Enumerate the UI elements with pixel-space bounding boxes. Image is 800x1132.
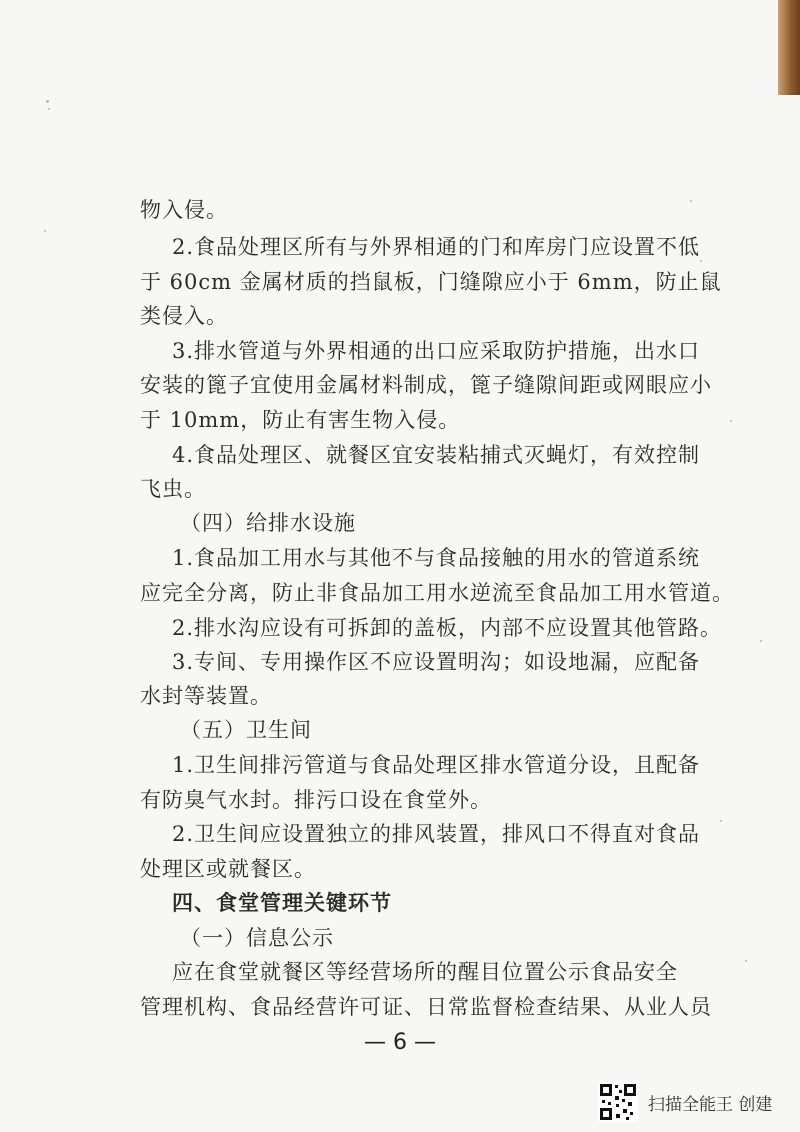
text-line-18: 有防臭气水封。排污口设在食堂外。 bbox=[140, 788, 492, 812]
text-line-3: 于 60cm 金属材质的挡鼠板，门缝隙应小于 6mm，防止鼠 bbox=[140, 270, 722, 294]
scanner-watermark-label: 扫描全能王 创建 bbox=[648, 1095, 773, 1115]
text-line-5: 3.排水管道与外界相通的出口应采取防护措施，出水口 bbox=[172, 339, 701, 363]
text-line-13: 2.排水沟应设有可拆卸的盖板，内部不应设置其他管路。 bbox=[172, 616, 723, 640]
section-heading-water: （四）给排水设施 bbox=[180, 511, 356, 535]
scan-speck bbox=[48, 108, 50, 110]
text-line-8: 4.食品处理区、就餐区宜安装粘捕式灭蝇灯，有效控制 bbox=[172, 443, 701, 467]
chapter-heading-management: 四、食堂管理关键环节 bbox=[172, 890, 392, 915]
text-line-6: 安装的篦子宜使用金属材料制成，篦子缝隙间距或网眼应小 bbox=[140, 373, 712, 397]
scan-speck bbox=[46, 100, 49, 103]
text-line-1: 物入侵。 bbox=[140, 198, 228, 222]
qr-code-icon bbox=[598, 1082, 638, 1122]
text-line-23: 应在食堂就餐区等经营场所的醒目位置公示食品安全 bbox=[172, 960, 678, 984]
binding-strip bbox=[778, 0, 800, 95]
text-line-9: 飞虫。 bbox=[140, 477, 206, 501]
text-line-7: 于 10mm，防止有害生物入侵。 bbox=[140, 408, 461, 432]
page-number: — 6 — bbox=[364, 1030, 436, 1055]
text-line-2: 2.食品处理区所有与外界相通的门和库房门应设置不低 bbox=[172, 235, 701, 259]
scan-speck bbox=[44, 230, 46, 232]
text-line-19: 2.卫生间应设置独立的排风装置，排风口不得直对食品 bbox=[172, 822, 701, 846]
text-line-4: 类侵入。 bbox=[140, 304, 228, 328]
text-line-17: 1.卫生间排污管道与食品处理区排水管道分设，且配备 bbox=[172, 753, 701, 777]
text-line-15: 水封等装置。 bbox=[140, 684, 272, 708]
section-heading-toilet: （五）卫生间 bbox=[180, 718, 312, 742]
text-line-20: 处理区或就餐区。 bbox=[140, 857, 316, 881]
text-line-14: 3.专间、专用操作区不应设置明沟；如设地漏，应配备 bbox=[172, 650, 701, 674]
section-heading-info: （一）信息公示 bbox=[180, 926, 334, 950]
text-line-12: 应完全分离，防止非食品加工用水逆流至食品加工用水管道。 bbox=[140, 581, 734, 605]
text-line-24: 管理机构、食品经营许可证、日常监督检查结果、从业人员 bbox=[140, 995, 712, 1019]
text-line-11: 1.食品加工用水与其他不与食品接触的用水的管道系统 bbox=[172, 546, 701, 570]
